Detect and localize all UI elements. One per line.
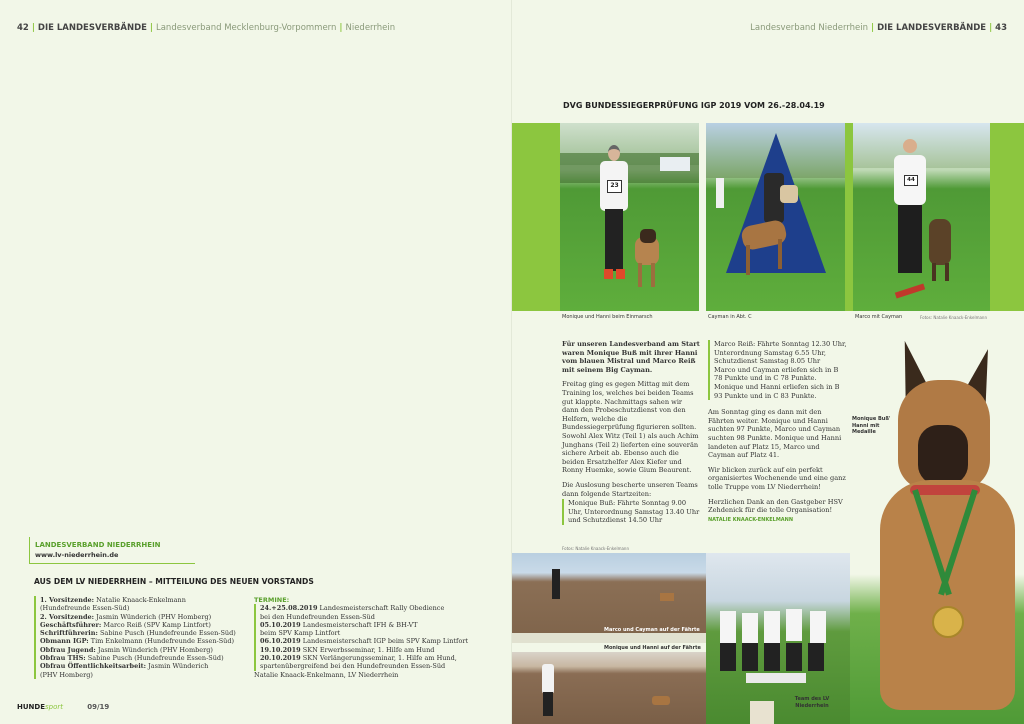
article-bullet: Monique und Hanni erliefen sich in B 93 Punkte und in C 83 Punkte. (708, 383, 848, 400)
list-item: 06.10.2019 Landesmeisterschaft IGP beim SPV Kamp Lintfort (254, 637, 499, 645)
article-paragraph: Wir blicken zurück auf ein perfekt organisiertes Wochenende und eine ganz tolle Truppe vom LV Niederrhein! (708, 465, 846, 491)
termine-list (254, 596, 499, 679)
list-item: Obfrau THS: Sabine Pusch (Hundefreunde Essen-Süd) (34, 654, 249, 662)
caption-field-2: Monique und Hanni auf der Fährte (604, 645, 701, 651)
termine-label: TERMINE: (254, 596, 290, 604)
page-number-right: 43 (995, 23, 1007, 33)
list-item: 2. Vorsitzende: Jasmin Wünderich (PHV Homberg) (34, 613, 249, 621)
list-item: 20.10.2019 SKN Verlängerungsseminar, 1. Hilfe am Hund, spartenübergreifend bei den Hundefreunden Essen-Süd (254, 654, 499, 671)
list-item: 05.10.2019 Landesmeisterschaft IFH & BH-VT beim SPV Kamp Lintfort (254, 621, 499, 638)
list-item: Geschäftsführer: Marco Reiß (SPV Kamp Lintfort) (34, 621, 249, 629)
list-item: Obfrau Öffentlichkeitsarbeit: Jasmin Wünderich (PHV Homberg) (34, 662, 249, 679)
announcement-title: AUS DEM LV NIEDERRHEIN – MITTEILUNG DES NEUEN VORSTANDS (34, 577, 314, 586)
list-item: Obfrau Jugend: Jasmin Wünderich (PHV Homberg) (34, 646, 249, 654)
header-crumb-right: Landesverband Niederrhein (750, 23, 869, 33)
caption-photo-3: Marco mit Cayman (855, 314, 903, 320)
article-paragraph: Freitag ging es gegen Mittag mit dem Training los, welches bei beiden Teams gut klappte. Nachmittags sahen wir dann den Probeschutzdienst von den Helfern, welche die Bundessiegerprüfung figurieren sollten. Sowohl Alex Witz (Teil 1) als auch Achim Junghans (Teil 2) lieferten eine souverän sichere Arbeit ab. Ebenso auch die beiden Ersatzhelfer Alex Kiefer und Ronny Huemke, sowie Gium Beaurent. (562, 380, 699, 475)
article-title: DVG BUNDESSIEGERPRÜFUNG IGP 2019 VOM 26.-28.04.19 (563, 101, 825, 110)
list-item: 24.+25.08.2019 Landesmeisterschaft Rally Obedience bei den Hundefreunden Essen-Süd (254, 604, 499, 621)
green-block-left (512, 123, 560, 311)
article-bullet: Marco Reiß: Fährte Sonntag 12.30 Uhr, Unterordnung Samstag 6.55 Uhr, Schutzdienst Samstag 8.05 Uhr (708, 340, 848, 366)
photo-credit-top: Fotos: Natalie Knaack-Enkelmann (920, 315, 987, 320)
page-number-left: 42 (17, 23, 29, 33)
header-left: 42 | DIE LANDESVERBÄNDE | Landesverband Mecklenburg-Vorpommern | Niederrhein (17, 23, 396, 33)
header-crumb-2: Niederrhein (345, 23, 396, 33)
header-crumb-1: Landesverband Mecklenburg-Vorpommern (155, 23, 337, 33)
article-bullet: Marco und Cayman erliefen sich in B 78 Punkte und in C 78 Punkte. (708, 366, 848, 383)
green-block-right (990, 123, 1024, 311)
board-list (34, 596, 249, 679)
caption-photo-2: Cayman in Abt. C (708, 314, 752, 320)
caption-medal: Monique Buß' Hanni mit Medaille (852, 416, 891, 435)
bib-number: 23 (607, 180, 622, 193)
caption-photo-1: Monique und Hanni beim Einmarsch (562, 314, 653, 320)
header-right: Landesverband Niederrhein | DIE LANDESVERBÄNDE | 43 (750, 23, 1007, 33)
photo-credit-mid: Fotos: Natalie Knaack-Enkelmann (562, 546, 629, 551)
list-item: 1. Vorsitzende: Natalie Knaack-Enkelmann (Hundefreunde Essen-Süd) (34, 596, 249, 613)
bib-number: 44 (904, 175, 918, 186)
photo-hanni-medaille (850, 330, 1024, 724)
lv-box (29, 537, 195, 564)
photo-cayman-abt-c (706, 123, 845, 311)
list-item: 19.10.2019 SKN Erwerbsseminar, 1. Hilfe am Hund (254, 646, 499, 654)
footer-brand-light: sport (45, 703, 63, 711)
green-gap-3 (845, 123, 853, 311)
caption-field-1: Marco und Cayman auf der Fährte (604, 627, 700, 633)
header-section-left: DIE LANDESVERBÄNDE (37, 23, 147, 33)
article-column-1 (562, 340, 700, 531)
photo-marco-mit-cayman (853, 123, 990, 311)
signature: Natalie Knaack-Enkelmann, LV Niederrhein (254, 670, 399, 679)
photo-monique-einmarsch (560, 123, 699, 311)
lv-box-url[interactable]: www.lv-niederrhein.de (35, 551, 119, 559)
article-bullet: Monique Buß: Fährte Sonntag 9.00 Uhr, Unterordnung Samstag 13.40 Uhr und Schutzdienst 14.50 Uhr (562, 499, 700, 525)
article-column-2 (708, 340, 848, 524)
article-paragraph: Die Auslosung bescherte unseren Teams dann folgende Startzeiten: (562, 480, 698, 498)
footer-issue: 09/19 (87, 703, 110, 711)
article-lead: Für unseren Landesverband am Start waren Monique Buß mit ihrer Hanni vom blauen Mistral und Marco Reiß mit seinem Big Cayman. (562, 340, 700, 374)
lv-box-title: LANDESVERBAND NIEDERRHEIN (35, 541, 161, 549)
article-author: NATALIE KNAACK-ENKELMANN (708, 516, 794, 523)
list-item: Obmann IGP: Tim Enkelmann (Hundefreunde Essen-Süd) (34, 637, 249, 645)
footer-brand-bold: HUNDE (17, 703, 45, 711)
caption-team: Team des LV Niederrhein (794, 696, 830, 709)
article-paragraph: Herzlichen Dank an den Gastgeber HSV Zehdenick für die tolle Organisation! (708, 497, 843, 515)
article-paragraph: Am Sonntag ging es dann mit den Fährten weiter. Monique und Hanni suchten 97 Punkte, Marco und Cayman suchten 98 Punkte. Monique und Hanni landeten auf Platz 15, Marco und Cayman auf Platz 41. (708, 408, 842, 460)
footer (17, 703, 109, 711)
list-item: Schriftführerin: Sabine Pusch (Hundefreunde Essen-Süd) (34, 629, 249, 637)
photo-monique-faehrte (512, 652, 706, 724)
header-section-right: DIE LANDESVERBÄNDE (877, 23, 987, 33)
